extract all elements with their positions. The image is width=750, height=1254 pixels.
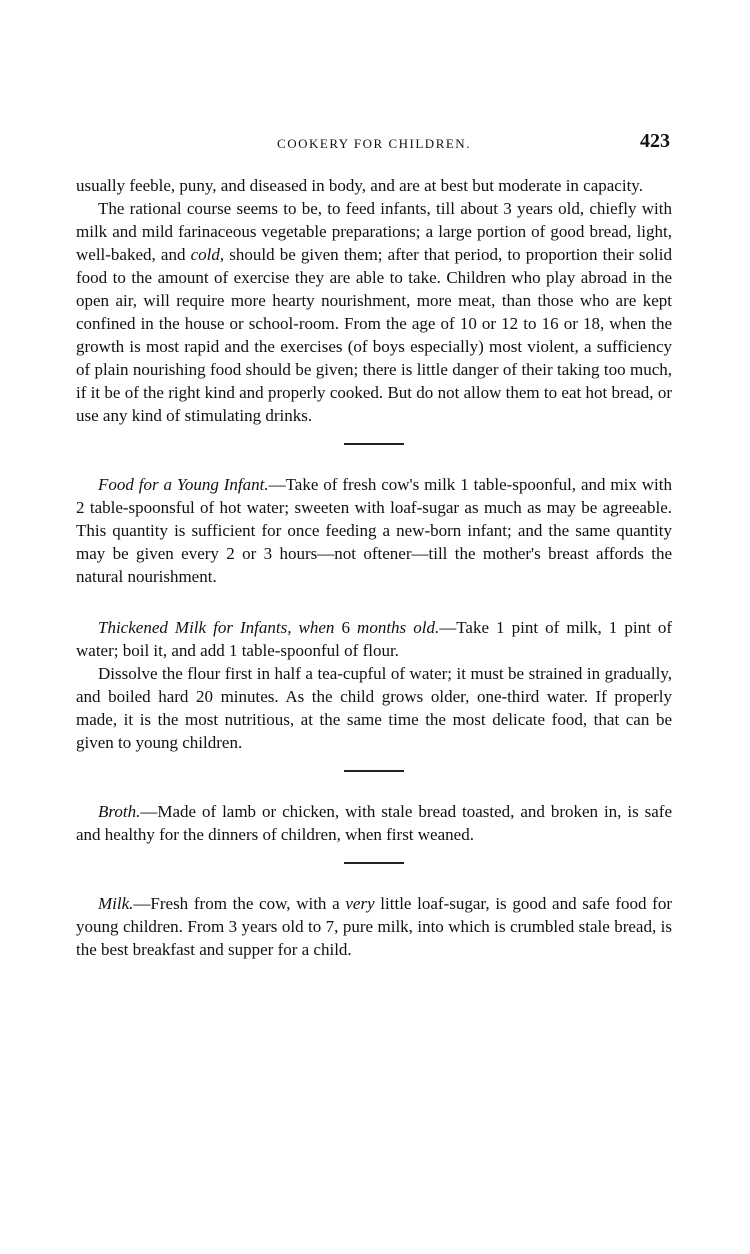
section-divider [344, 770, 404, 772]
section-divider [344, 443, 404, 445]
page-body [76, 174, 672, 961]
recipe-paragraph [76, 800, 672, 846]
recipe-text-emphasis: very [345, 894, 375, 913]
recipe-young-infant [76, 473, 672, 588]
recipe-broth [76, 800, 672, 846]
recipe-milk [76, 892, 672, 961]
page-number: 423 [640, 130, 670, 152]
recipe-heading-b: months old. [357, 618, 440, 637]
recipe-text: —Take 1 pint of milk, 1 pint of water; boil it, and add 1 table-spoonful of flour. [76, 618, 673, 660]
recipe-heading-a: Thickened Milk for Infants, when [98, 618, 335, 637]
recipe-paragraph [76, 616, 672, 662]
intro-p2-emphasis: cold, [190, 245, 225, 264]
intro-p2-text-a: The rational course seems to be, to feed infants, till about 3 years old, chiefly with milk and mild farinaceous vegetable preparations; a large portion of good bread, light, well-baked, and [76, 199, 672, 264]
page-header [76, 130, 672, 156]
intro-paragraph-continued [76, 174, 672, 197]
recipe-paragraph [76, 892, 672, 961]
running-title: COOKERY FOR CHILDREN. [277, 136, 471, 151]
intro-p2-text-b: should be given them; after that period, to proportion their solid food to the amount of exercise they are able to take. Children who play abroad in the open air, will require more hearty nourishment, more meat, than those who are kept confined in the house or school-room. From the age of 10 or 12 to 16 or 18, when the growth is most rapid and the exercises (of boys especially) most violent, a sufficiency of plain nourishing food should be given; there is little danger of their taking too much, if it be of the right kind and properly cooked. But do not allow them to eat hot bread, or use any kind of stimulating drinks. [76, 245, 672, 425]
intro-paragraph-rational-course [76, 197, 672, 427]
recipe-heading: Food for a Young Infant. [98, 475, 269, 494]
intro-p1-text: usually feeble, puny, and diseased in body, and are at best but moderate in capacity. [76, 176, 643, 195]
recipe-paragraph-continued: Dissolve the flour first in half a tea-cupful of water; it must be strained in gradually, and boiled hard 20 minutes. As the child grows older, one-third water. If properly made, it is the most nutritious, at the same time the most delicate food, that can be given to young children. [76, 664, 672, 752]
recipe-heading-number: 6 [334, 618, 358, 637]
recipe-heading: Milk. [98, 894, 134, 913]
recipe-paragraph [76, 473, 672, 588]
section-divider [344, 862, 404, 864]
recipe-thickened-milk [76, 616, 672, 754]
recipe-text-a: —Fresh from the cow, with a [133, 894, 346, 913]
recipe-text: —Take of fresh cow's milk 1 table-spoonful, and mix with 2 table-spoonsful of hot water; sweeten with loaf-sugar as much as may be agreeable. This quantity is sufficient for once feeding a new-born infant; and the same quantity may be given every 2 or 3 hours—not oftener—till the mother's breast affords the natural nourishment. [76, 475, 672, 586]
recipe-heading: Broth. [98, 802, 141, 821]
recipe-text-b: little loaf-sugar, is good and safe food for young children. From 3 years old to 7, pure milk, into which is crumbled stale bread, is the best breakfast and supper for a child. [76, 894, 672, 959]
recipe-text: —Made of lamb or chicken, with stale bread toasted, and broken in, is safe and healthy for the dinners of children, when first weaned. [76, 802, 672, 844]
